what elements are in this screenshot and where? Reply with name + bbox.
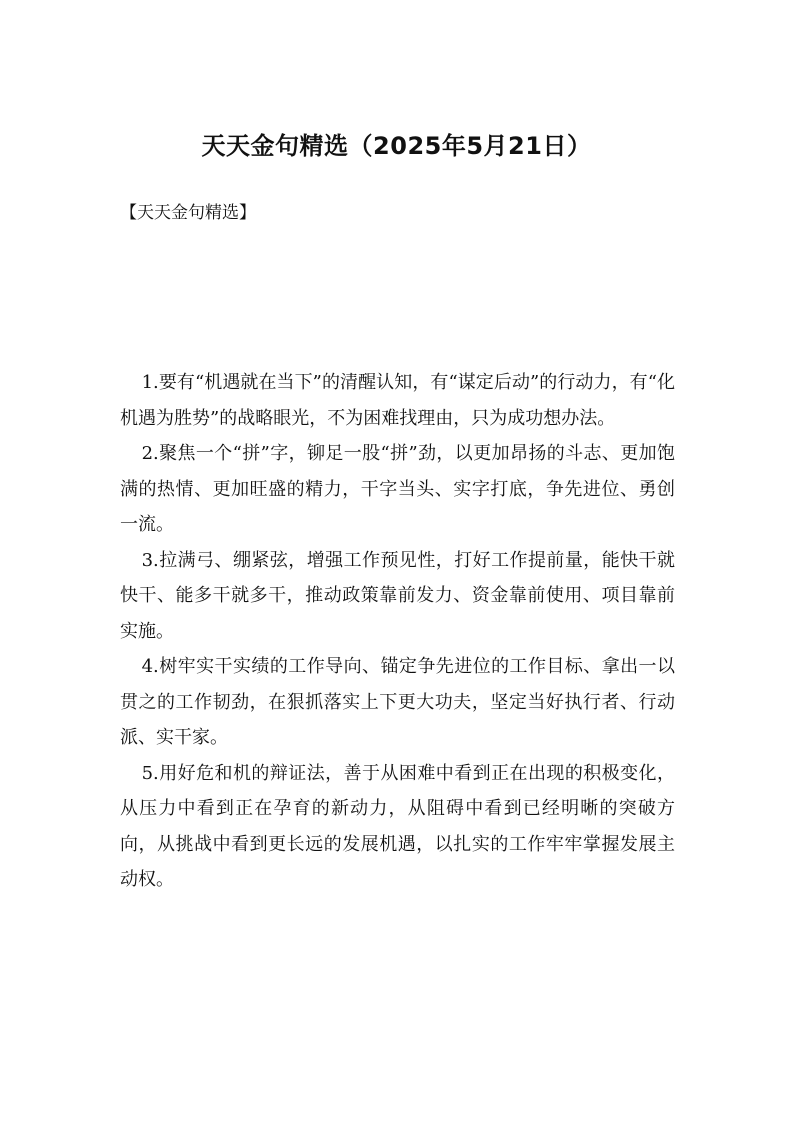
document-body: [120, 365, 675, 898]
quote-item-2: 2.聚焦一个“拼”字，铆足一股“拼”劲，以更加昂扬的斗志、更加饱满的热情、更加旺盛的精力，干字当头、实字打底，争先进位、勇创一流。: [120, 443, 675, 535]
quote-item-3: 3.拉满弓、绷紧弦，增强工作预见性，打好工作提前量，能快干就快干、能多干就多干，推动政策靠前发力、资金靠前使用、项目靠前实施。: [120, 549, 675, 642]
quote-item-1: 1.要有“机遇就在当下”的清醒认知，有“谋定后动”的行动力，有“化机遇为胜势”的战略眼光，不为困难找理由，只为成功想办法。: [120, 372, 675, 429]
section-label: 【天天金句精选】: [120, 203, 256, 223]
document-title: 天天金句精选（2025年5月21日）: [201, 132, 592, 160]
quote-item-5: 5.用好危和机的辩证法，善于从困难中看到正在出现的积极变化，从压力中看到正在孕育的新动力，从阻碍中看到已经明晰的突破方向，从挑战中看到更长远的发展机遇，以扎实的工作牢牢掌握发展主动权。: [120, 762, 675, 890]
quote-item-4: 4.树牢实干实绩的工作导向、锚定争先进位的工作目标、拿出一以贯之的工作韧劲，在狠抓落实上下更大功夫，坚定当好执行者、行动派、实干家。: [120, 656, 675, 748]
